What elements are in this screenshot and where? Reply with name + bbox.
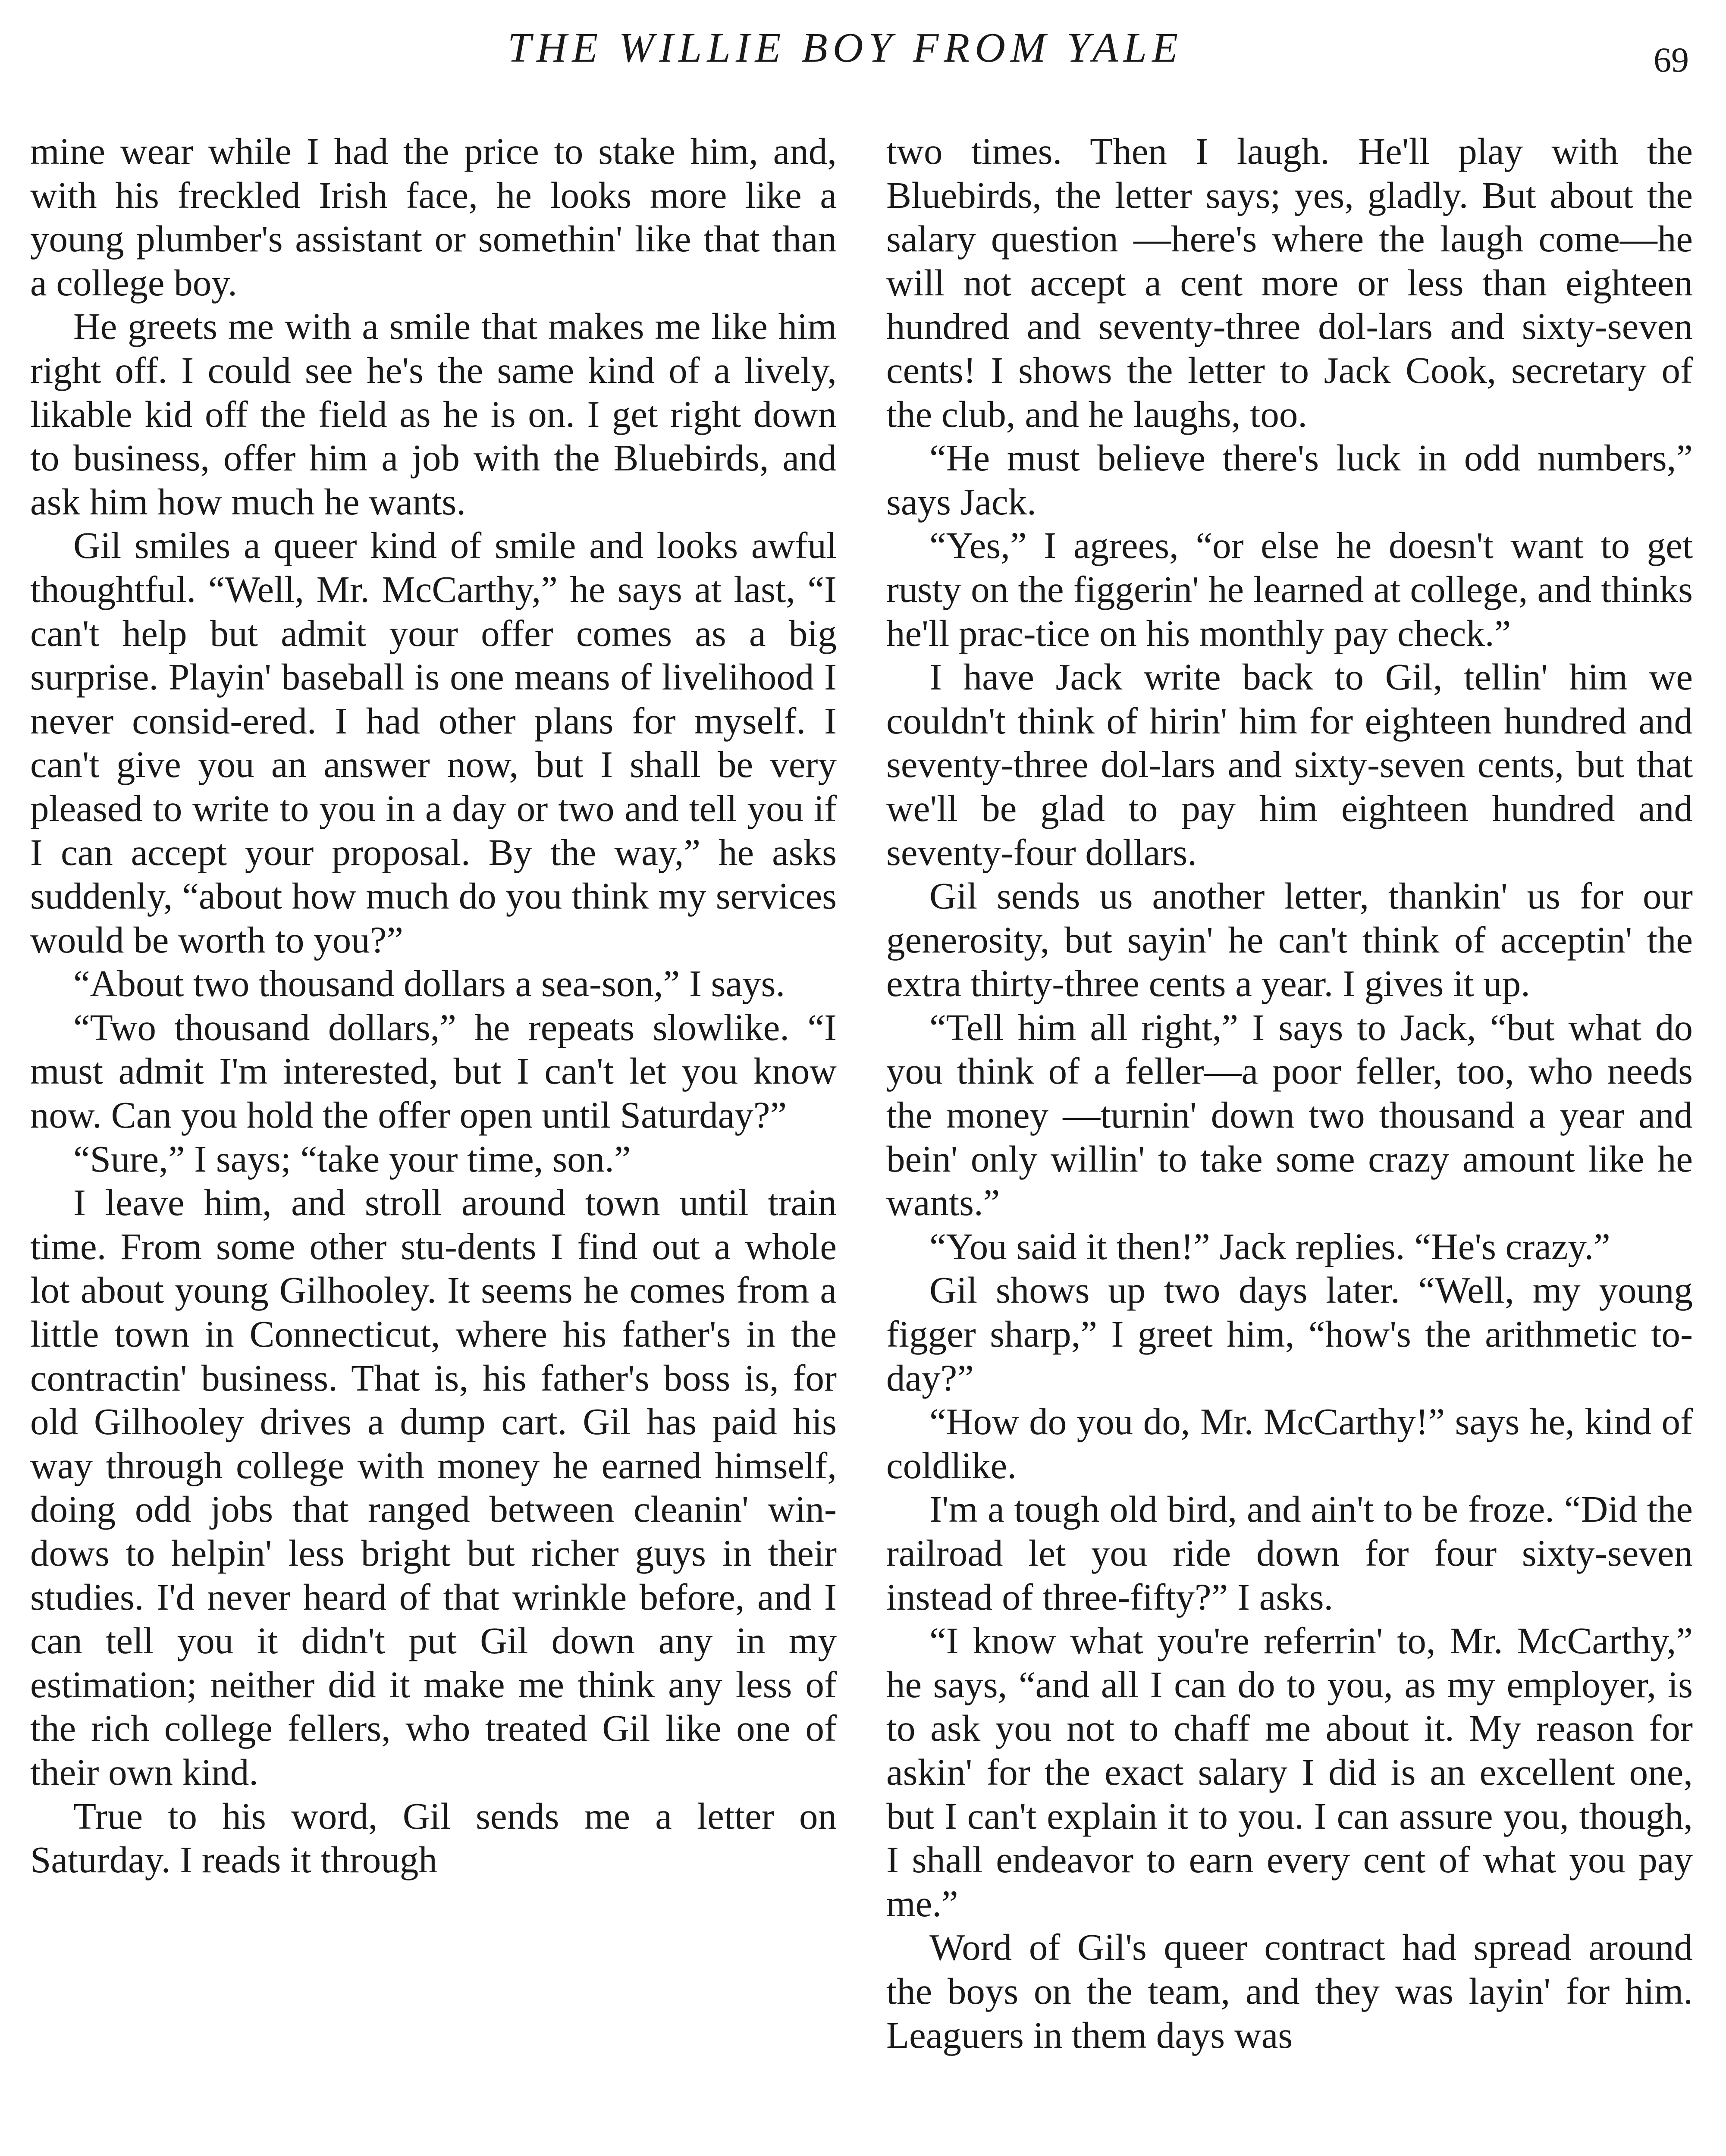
paragraph: “I know what you're referrin' to, Mr. McCarthy,” he says, “and all I can do to you, as my employer, is to ask you not to chaff me about it. My reason for askin' for the exact salary I did is an excellent one, but I can't explain it to you. I can assure you, though, I shall endeavor to earn every cent of what you pay me.” bbox=[886, 1620, 1693, 1924]
running-title: THE WILLIE BOY FROM YALE bbox=[507, 25, 1183, 71]
paragraph: Gil sends us another letter, thankin' us for our generosity, but sayin' he can't think of acceptin' the extra thirty-three cents a year. I gives it up. bbox=[886, 875, 1693, 1005]
paragraph: “Sure,” I says; “take your time, son.” bbox=[73, 1138, 631, 1180]
paragraph: He greets me with a smile that makes me like him right off. I could see he's the same kind of a lively, likable kid off the field as he is on. I get right down to business, offer him a job with the Bluebirds, and ask him how much he wants. bbox=[30, 305, 837, 523]
paragraph: True to his word, Gil sends me a letter on Saturday. I reads it through bbox=[30, 1795, 837, 1881]
paragraph: “Tell him all right,” I says to Jack, “but what do you think of a feller—a poor feller, too, who needs the money —turnin' down two thousand a year and bein' only willin' to take some crazy amount like he wants.” bbox=[886, 1006, 1693, 1224]
paragraph: Gil smiles a queer kind of smile and looks awful thoughtful. “Well, Mr. McCarthy,” he says at last, “I can't help but admit your offer comes as a big surprise. Playin' baseball is one means of livelihood I never consid-ered. I had other plans for myself. I can't give you an answer now, but I shall be very pleased to write to you in a day or two and tell you if I can accept your proposal. By the way,” he asks suddenly, “about how much do you think my services would be worth to you?” bbox=[30, 524, 837, 961]
right-column bbox=[886, 129, 1693, 2057]
left-column bbox=[30, 129, 837, 1882]
paragraph: I have Jack write back to Gil, tellin' him we couldn't think of hirin' him for eighteen hundred and seventy-three dol-lars and sixty-seven cents, but that we'll be glad to pay him eighteen hundred and seventy-four dollars. bbox=[886, 656, 1693, 873]
paragraph: I'm a tough old bird, and ain't to be froze. “Did the railroad let you ride down for four sixty-seven instead of three-fifty?” I asks. bbox=[886, 1488, 1693, 1618]
paragraph: mine wear while I had the price to stake him, and, with his freckled Irish face, he looks more like a young plumber's assistant or somethin' like that than a college boy. bbox=[30, 130, 837, 304]
paragraph: “How do you do, Mr. McCarthy!” says he, kind of coldlike. bbox=[886, 1401, 1693, 1486]
paragraph: two times. Then I laugh. He'll play with the Bluebirds, the letter says; yes, gladly. But about the salary question —here's where the laugh come—he will not accept a cent more or less than eighteen hundred and seventy-three dol-lars and sixty-seven cents! I shows the letter to Jack Cook, secretary of the club, and he laughs, too. bbox=[886, 130, 1693, 435]
paragraph: “About two thousand dollars a sea-son,” I says. bbox=[73, 962, 785, 1005]
paragraph: “He must believe there's luck in odd numbers,” says Jack. bbox=[886, 437, 1693, 523]
paragraph: Word of Gil's queer contract had spread around the boys on the team, and they was layin' for him. Leaguers in them days was bbox=[886, 1926, 1693, 2056]
paragraph: “You said it then!” Jack replies. “He's crazy.” bbox=[929, 1225, 1610, 1267]
page-number: 69 bbox=[1654, 40, 1689, 79]
paragraph: “Yes,” I agrees, “or else he doesn't want to get rusty on the figgerin' he learned at college, and thinks he'll prac-tice on his monthly pay check.” bbox=[886, 524, 1693, 654]
paragraph: Gil shows up two days later. “Well, my young figger sharp,” I greet him, “how's the arithmetic to-day?” bbox=[886, 1269, 1693, 1399]
paragraph: “Two thousand dollars,” he repeats slowlike. “I must admit I'm interested, but I can't let you know now. Can you hold the offer open until Saturday?” bbox=[30, 1006, 837, 1136]
paragraph: I leave him, and stroll around town until train time. From some other stu-dents I find out a whole lot about young Gilhooley. It seems he comes from a little town in Connecticut, where his father's in the contractin' business. That is, his father's boss is, for old Gilhooley drives a dump cart. Gil has paid his way through college with money he earned himself, doing odd jobs that ranged between cleanin' win-dows to helpin' less bright but richer guys in their studies. I'd never heard of that wrinkle before, and I can tell you it didn't put Gil down any in my estimation; neither did it make me think any less of the rich college fellers, who treated Gil like one of their own kind. bbox=[30, 1181, 837, 1793]
